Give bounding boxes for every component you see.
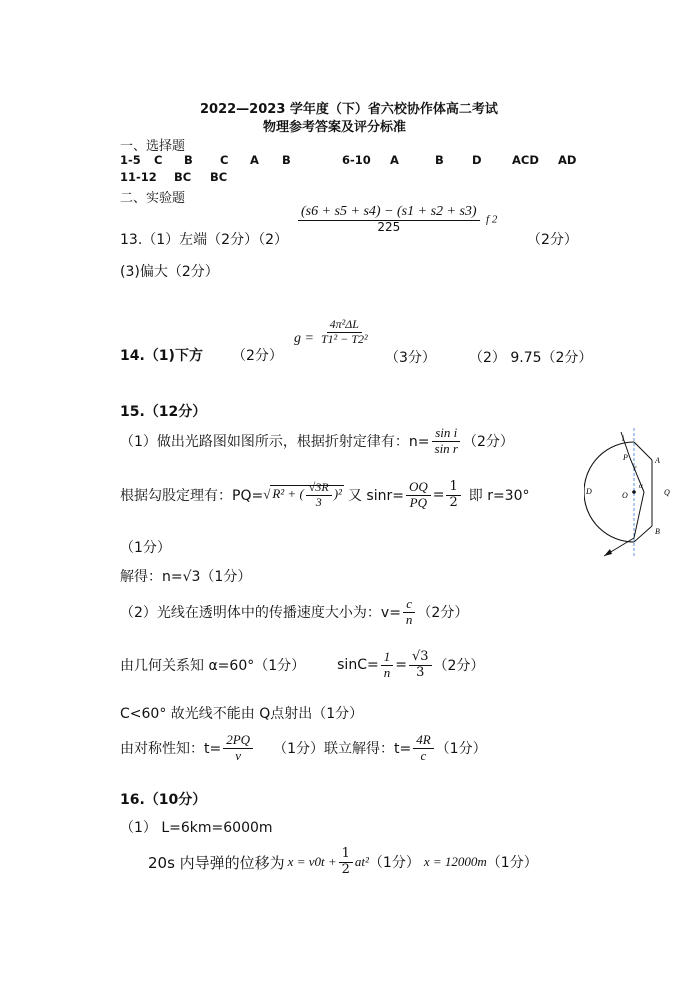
q13-formula-numerator: (s6 + s5 + s4) − (s1 + s2 + s3)	[298, 204, 480, 221]
q15-line5-score: （2分）	[417, 605, 469, 622]
q15-line4: 解得：n=√3（1分）	[120, 569, 252, 585]
q15-line1-numerator: sin i	[432, 426, 460, 442]
q15-line6-num2: √3	[409, 650, 432, 666]
q15-line1-denominator: sin r	[434, 440, 458, 456]
q15-line6-eq: =	[395, 657, 407, 674]
q14-formula-numerator: 4π²ΔL	[327, 318, 362, 333]
answer-2: B	[184, 153, 193, 167]
q15-line6-sin: sinC=	[337, 657, 379, 674]
answer-10: AD	[558, 153, 577, 167]
label-o: O	[622, 491, 628, 500]
q14-part2: （2） 9.75（2分）	[469, 350, 593, 366]
q14-formula-lhs: g =	[294, 331, 314, 346]
q16-line2-score2: （1分）	[486, 855, 538, 872]
q13-formula-denominator: 225	[377, 220, 401, 235]
q15-line2-sqrt: √ R² + ( $\frac{√3R}{3}$ )²	[263, 480, 342, 509]
q16-line2-formula-a: x = v0t +	[287, 854, 337, 870]
q13-part3: (3)偏大（2分）	[120, 264, 219, 280]
q15-line5	[120, 597, 468, 628]
page-subtitle: 物理参考答案及评分标准	[263, 120, 407, 135]
q15-line5-num: c	[403, 597, 415, 613]
q16-line2-score1: （1分）	[368, 855, 420, 872]
q15-line6-den: n	[383, 664, 391, 680]
q16-line1: （1） L=6km=6000m	[120, 820, 273, 836]
label-a: A	[655, 456, 660, 465]
q16-line2-text: 20s 内导弹的位移为	[148, 853, 285, 872]
answer-1: C	[154, 153, 163, 167]
q15-line6-score: （2分）	[433, 658, 485, 675]
section1-heading: 一、选择题	[120, 139, 186, 154]
q16-label: 16.（10分）	[120, 792, 207, 808]
q14-formula	[316, 318, 373, 347]
q15-line8-text: 由对称性知：t=	[120, 741, 222, 758]
q15-line8-den2: c	[420, 747, 427, 763]
q15-line6	[120, 650, 484, 681]
answer-5: B	[282, 153, 291, 167]
q14-score1: （2分）	[232, 348, 283, 364]
answer-3: C	[220, 153, 229, 167]
q16-line2-result: x = 12000m	[423, 854, 487, 870]
q15-line1-text: （1）做出光路图如图所示，根据折射定律有：n=	[120, 434, 430, 451]
q14-score2: （3分）	[385, 350, 436, 366]
q15-line1-score: （2分）	[463, 434, 514, 451]
optics-diagram	[584, 428, 680, 558]
q13-label: 13.（1）左端（2分）（2）	[120, 232, 288, 248]
answer-range-11-12: 11-12	[120, 170, 157, 184]
answer-8: D	[472, 153, 482, 167]
q14-label: 14.（1)下方	[120, 348, 203, 364]
q15-line7: C<60° 故光线不能由 Q点射出（1分）	[120, 706, 364, 722]
section2-heading: 二、实验题	[120, 191, 186, 206]
q15-line5-text: （2）光线在透明体中的传播速度大小为：v=	[120, 605, 401, 622]
q15-line8-score: （1分）	[435, 741, 487, 758]
q15-line2	[120, 480, 530, 511]
q16-line2	[148, 847, 538, 878]
label-p: P	[623, 453, 628, 462]
answer-9: ACD	[512, 153, 539, 167]
label-i: i	[622, 434, 625, 443]
q15-line2-text: 根据勾股定理有：PQ=	[120, 488, 264, 505]
answer-12: BC	[210, 170, 228, 184]
q15-line2-frac-den: PQ	[409, 494, 428, 510]
q15-line8-num: 2PQ	[223, 733, 253, 749]
label-alpha: α	[639, 482, 643, 490]
answer-11: BC	[174, 170, 192, 184]
label-q: Q	[664, 488, 670, 497]
page-title: 2022—2023 学年度（下）省六校协作体高二考试	[200, 102, 498, 117]
answer-4: A	[250, 153, 259, 167]
q13-formula	[296, 204, 497, 235]
q15-label: 15.（12分）	[120, 404, 207, 420]
answer-7: B	[435, 153, 444, 167]
q15-line2-half-num: 1	[446, 480, 460, 496]
q16-line2-formula-b: at²	[354, 854, 369, 870]
reflected-ray	[634, 492, 644, 538]
face-pa	[634, 442, 652, 460]
face-bottom	[634, 526, 652, 542]
label-b: B	[655, 527, 660, 536]
q13-formula-tail: f 2	[486, 213, 498, 226]
q15-line6-num: 1	[381, 650, 394, 666]
q15-line6-den2: 3	[416, 664, 425, 680]
q14-formula-denominator: T1² − T2²	[321, 331, 368, 346]
q13-score: （2分）	[527, 232, 578, 248]
answer-range-1-5: 1-5	[120, 153, 141, 167]
q15-line6-text: 由几何关系知 α=60°（1分）	[120, 658, 306, 675]
q15-line5-den: n	[405, 611, 413, 627]
q15-line8-den: v	[235, 747, 242, 763]
answer-range-6-10: 6-10	[342, 153, 371, 167]
q15-line2-tail: 即 r=30°	[468, 488, 530, 505]
label-d: D	[586, 487, 592, 496]
label-r: r	[634, 464, 637, 472]
q15-line8-mid: （1分）联立解得：t=	[273, 741, 412, 758]
q15-line8-num2: 4R	[413, 733, 433, 749]
answer-6: A	[390, 153, 399, 167]
q15-line2-mid: 又 sinr=	[347, 488, 404, 505]
q15-line8	[120, 733, 487, 764]
q16-line2-half-num: 1	[339, 847, 353, 863]
exit-arrow-icon	[604, 549, 612, 556]
q16-line2-half-den: 2	[341, 861, 350, 877]
q15-line1	[120, 426, 514, 457]
q15-line2-frac-num: OQ	[406, 480, 431, 496]
q15-line2-eq: =	[432, 487, 445, 504]
center-dot	[632, 490, 636, 494]
q15-line3: （1分）	[120, 540, 171, 556]
q15-line2-half-den: 2	[449, 494, 458, 510]
